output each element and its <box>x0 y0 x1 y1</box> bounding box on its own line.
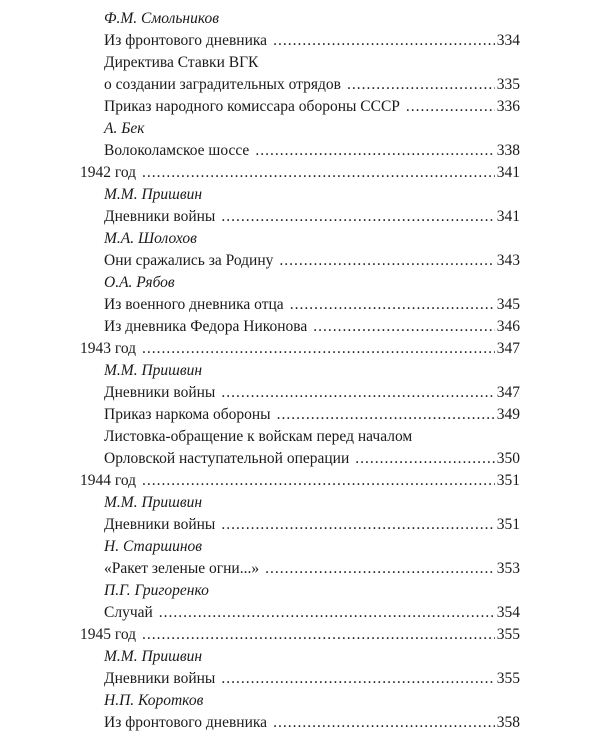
page-number: 351 <box>496 516 520 533</box>
page-number: 341 <box>496 164 520 181</box>
entry-line <box>104 514 520 536</box>
entry-title: Из дневника Федора Никонова <box>104 318 308 335</box>
toc-entry <box>0 30 600 52</box>
dot-leader <box>255 140 494 162</box>
entry-title: 1942 год <box>80 164 137 181</box>
entry-line <box>104 404 520 426</box>
entry-title: Они сражались за Родину <box>104 252 274 269</box>
toc-entry <box>0 316 600 338</box>
entry-line <box>104 558 520 580</box>
page-number: 358 <box>496 714 520 731</box>
entry-line <box>104 250 520 272</box>
entry-line <box>104 382 520 404</box>
toc-author <box>0 690 600 712</box>
entry-line <box>104 96 520 118</box>
toc-author <box>0 8 600 30</box>
page-number: 335 <box>496 76 520 93</box>
toc-title-line <box>0 52 600 74</box>
page-number: 349 <box>496 406 520 423</box>
toc-year-heading <box>0 624 600 646</box>
entry-title: Приказ наркома обороны <box>104 406 271 423</box>
toc-author <box>0 646 600 668</box>
dot-leader <box>406 96 495 118</box>
author-name: О.А. Рябов <box>104 274 175 291</box>
toc-author <box>0 536 600 558</box>
entry-line <box>80 470 520 492</box>
toc-entry <box>0 448 600 470</box>
entry-title: Дневники войны <box>104 670 216 687</box>
dot-leader <box>142 162 495 184</box>
dot-leader <box>159 602 495 624</box>
entry-line <box>104 668 520 690</box>
entry-line <box>104 74 520 96</box>
page-number: 341 <box>496 208 520 225</box>
toc-entry <box>0 206 600 228</box>
dot-leader <box>221 206 494 228</box>
toc-author <box>0 580 600 602</box>
page-number: 355 <box>496 626 520 643</box>
dot-leader <box>221 514 494 536</box>
entry-title: Из фронтового дневника <box>104 32 268 49</box>
toc-entry <box>0 96 600 118</box>
entry-title: Приказ народного комиссара обороны СССР <box>104 98 400 115</box>
dot-leader <box>290 294 495 316</box>
author-name: М.М. Пришвин <box>104 494 203 511</box>
page-number: 350 <box>496 450 520 467</box>
page-number: 347 <box>496 384 520 401</box>
toc-author <box>0 360 600 382</box>
toc-entry <box>0 404 600 426</box>
entry-title: о создании заградительных отрядов <box>104 76 341 93</box>
toc-year-heading <box>0 470 600 492</box>
entry-line <box>104 140 520 162</box>
author-name: М.М. Пришвин <box>104 362 203 379</box>
entry-title: 1945 год <box>80 626 137 643</box>
entry-line <box>104 712 520 734</box>
toc-entry <box>0 668 600 690</box>
toc-entry <box>0 602 600 624</box>
entry-title: Дневники войны <box>104 516 216 533</box>
author-name: Н.П. Коротков <box>104 692 204 709</box>
entry-title: 1944 год <box>80 472 137 489</box>
entry-title: Из фронтового дневника <box>104 714 268 731</box>
entry-line <box>104 30 520 52</box>
title-text: Листовка-обращение к войскам перед началом <box>104 428 413 445</box>
page-number: 354 <box>496 604 520 621</box>
page-number: 346 <box>496 318 520 335</box>
entry-title: Из военного дневника отца <box>104 296 284 313</box>
author-name: А. Бек <box>104 120 145 137</box>
dot-leader <box>279 250 494 272</box>
toc-author <box>0 228 600 250</box>
dot-leader <box>221 382 494 404</box>
entry-line <box>104 602 520 624</box>
page-number: 353 <box>496 560 520 577</box>
toc-entry <box>0 382 600 404</box>
dot-leader <box>355 448 494 470</box>
dot-leader <box>273 30 495 52</box>
toc-title-line <box>0 426 600 448</box>
dot-leader <box>265 558 495 580</box>
toc-year-heading <box>0 338 600 360</box>
dot-leader <box>273 712 495 734</box>
author-name: Ф.М. Смольников <box>104 10 219 27</box>
table-of-contents <box>0 8 600 734</box>
page-number: 343 <box>496 252 520 269</box>
dot-leader <box>313 316 494 338</box>
title-text: Директива Ставки ВГК <box>104 54 259 71</box>
toc-entry <box>0 250 600 272</box>
page-number: 351 <box>496 472 520 489</box>
entry-title: Орловской наступательной операции <box>104 450 350 467</box>
entry-line <box>104 206 520 228</box>
entry-line <box>80 338 520 360</box>
toc-author <box>0 272 600 294</box>
page-number: 347 <box>496 340 520 357</box>
toc-entry <box>0 140 600 162</box>
page-number: 338 <box>496 142 520 159</box>
page-number: 345 <box>496 296 520 313</box>
entry-line <box>104 316 520 338</box>
author-name: М.А. Шолохов <box>104 230 197 247</box>
toc-year-heading <box>0 162 600 184</box>
page-number: 355 <box>496 670 520 687</box>
author-name: М.М. Пришвин <box>104 648 203 665</box>
page-number: 334 <box>496 32 520 49</box>
toc-author <box>0 492 600 514</box>
entry-title: Дневники войны <box>104 208 216 225</box>
entry-line <box>80 624 520 646</box>
page-number: 336 <box>496 98 520 115</box>
author-name: П.Г. Григоренко <box>104 582 209 599</box>
toc-entry <box>0 558 600 580</box>
dot-leader <box>142 470 495 492</box>
toc-entry <box>0 514 600 536</box>
entry-line <box>80 162 520 184</box>
entry-title: Дневники войны <box>104 384 216 401</box>
dot-leader <box>347 74 495 96</box>
author-name: М.М. Пришвин <box>104 186 203 203</box>
toc-author <box>0 118 600 140</box>
dot-leader <box>142 338 495 360</box>
entry-title: Волоколамское шоссе <box>104 142 250 159</box>
entry-title: Случай <box>104 604 153 621</box>
dot-leader <box>277 404 495 426</box>
author-name: Н. Старшинов <box>104 538 203 555</box>
toc-entry <box>0 74 600 96</box>
dot-leader <box>142 624 495 646</box>
toc-entry <box>0 712 600 734</box>
toc-author <box>0 184 600 206</box>
entry-title: «Ракет зеленые огни...» <box>104 560 260 577</box>
entry-title: 1943 год <box>80 340 137 357</box>
dot-leader <box>221 668 494 690</box>
entry-line <box>104 448 520 470</box>
entry-line <box>104 294 520 316</box>
toc-entry <box>0 294 600 316</box>
